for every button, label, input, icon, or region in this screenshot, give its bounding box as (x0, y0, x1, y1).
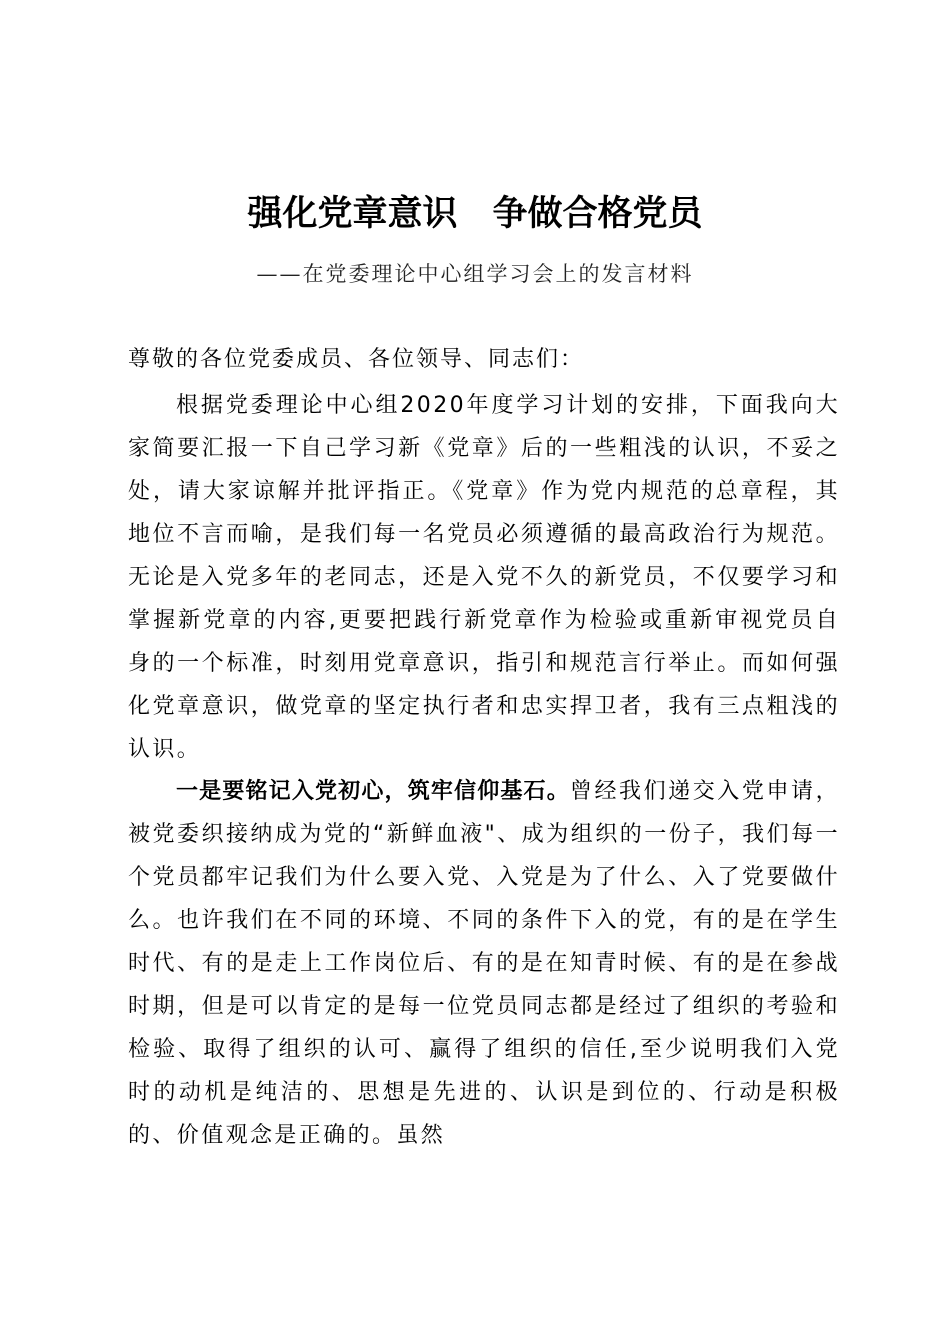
paragraph-lead: 一是要铭记入党初心，筑牢信仰基石。 (176, 779, 570, 804)
paragraph-text: 根据党委理论中心组2020年度学习计划的安排，下面我向大家简要汇报一下自己学习新《党章》后的一些粗浅的认识，不妥之处，请大家谅解并批评指正。《党章》作为党内规范的总章程，其地位不言而喻，是我们每一名党员必须遵循的最高政治行为规范。无论是入党多年的老同志，还是入党不久的新党员，不仅要学习和掌握新党章的内容,更要把践行新党章作为检验或重新审视党员自身的一个标准，时刻用党章意识，指引和规范言行举止。而如何强化党章意识，做党章的坚定执行者和忠实捍卫者，我有三点粗浅的认识。 (128, 393, 840, 762)
paragraph-text: 曾经我们递交入党申请，被党委织接纳成为党的“新鲜血液"、成为组织的一份子，我们每一个党员都牢记我们为什么要入党、入党是为了什么、入了党要做什么。也许我们在不同的环境、不同的条件下入的党，有的是在学生时代、有的是走上工作岗位后、有的是在知青时候、有的是在参战时期，但是可以肯定的是每一位党员同志都是经过了组织的考验和检验、取得了组织的认可、赢得了组织的信任,至少说明我们入党时的动机是纯洁的、思想是先进的、认识是到位的、行动是积极的、价值观念是正确的。虽然 (128, 779, 840, 1148)
body-paragraph (128, 384, 840, 771)
document-title: 强化党章意识 争做合格党员 (247, 194, 703, 234)
body-paragraph (128, 770, 840, 1157)
document-subtitle: ——在党委理论中心组学习会上的发言材料 (256, 262, 694, 286)
salutation: 尊敬的各位党委成员、各位领导、同志们： (128, 347, 585, 372)
